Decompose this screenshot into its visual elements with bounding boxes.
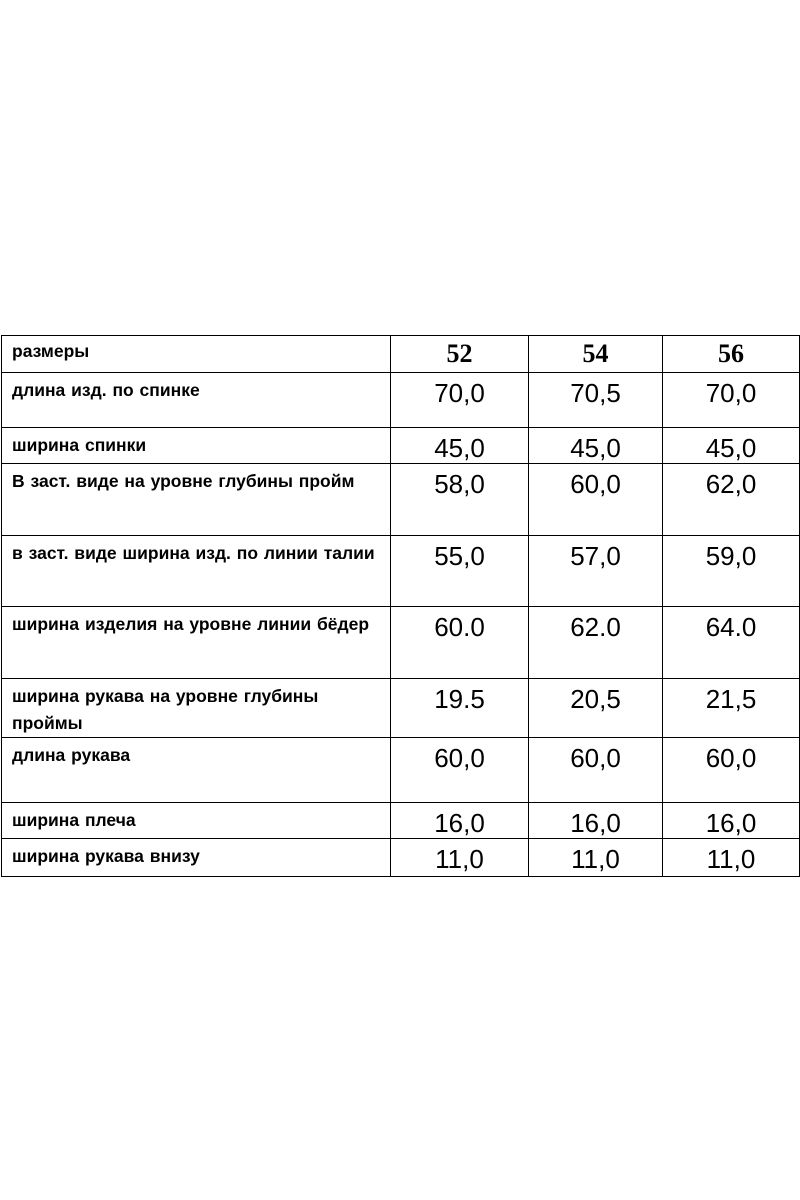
table-row <box>2 679 800 738</box>
size-table <box>1 335 800 877</box>
table-row <box>2 464 800 536</box>
row-value: 45,0 <box>529 428 663 464</box>
table-row <box>2 373 800 428</box>
table-row <box>2 803 800 839</box>
table-row <box>2 428 800 464</box>
row-label: ширина изделия на уровне линии бёдер <box>2 607 391 679</box>
row-value: 16,0 <box>391 803 529 839</box>
row-value: 19.5 <box>391 679 529 738</box>
row-label: В заст. виде на уровне глубины пройм <box>2 464 391 536</box>
row-label: ширина рукава внизу <box>2 839 391 877</box>
row-value: 58,0 <box>391 464 529 536</box>
row-value: 60.0 <box>391 607 529 679</box>
row-value: 60,0 <box>529 738 663 803</box>
row-value: 45,0 <box>663 428 800 464</box>
header-label: размеры <box>2 336 391 373</box>
row-value: 57,0 <box>529 536 663 607</box>
row-value: 16,0 <box>529 803 663 839</box>
row-value: 45,0 <box>391 428 529 464</box>
row-value: 64.0 <box>663 607 800 679</box>
row-value: 60,0 <box>391 738 529 803</box>
header-size-56: 56 <box>663 336 800 373</box>
row-value: 70,5 <box>529 373 663 428</box>
row-value: 70,0 <box>663 373 800 428</box>
table-row <box>2 607 800 679</box>
header-size-54: 54 <box>529 336 663 373</box>
row-value: 59,0 <box>663 536 800 607</box>
row-value: 20,5 <box>529 679 663 738</box>
row-label: ширина рукава на уровне глубины проймы <box>2 679 391 738</box>
table-row <box>2 536 800 607</box>
header-size-52: 52 <box>391 336 529 373</box>
row-label: в заст. виде ширина изд. по линии талии <box>2 536 391 607</box>
row-value: 11,0 <box>663 839 800 877</box>
row-value: 60,0 <box>663 738 800 803</box>
table-header-row <box>2 336 800 373</box>
row-value: 70,0 <box>391 373 529 428</box>
row-value: 11,0 <box>529 839 663 877</box>
row-label: ширина плеча <box>2 803 391 839</box>
row-value: 62,0 <box>663 464 800 536</box>
table-row <box>2 839 800 877</box>
row-label: ширина спинки <box>2 428 391 464</box>
row-value: 62.0 <box>529 607 663 679</box>
row-value: 11,0 <box>391 839 529 877</box>
row-label: длина рукава <box>2 738 391 803</box>
row-label: длина изд. по спинке <box>2 373 391 428</box>
row-value: 60,0 <box>529 464 663 536</box>
row-value: 21,5 <box>663 679 800 738</box>
table-row <box>2 738 800 803</box>
row-value: 16,0 <box>663 803 800 839</box>
row-value: 55,0 <box>391 536 529 607</box>
